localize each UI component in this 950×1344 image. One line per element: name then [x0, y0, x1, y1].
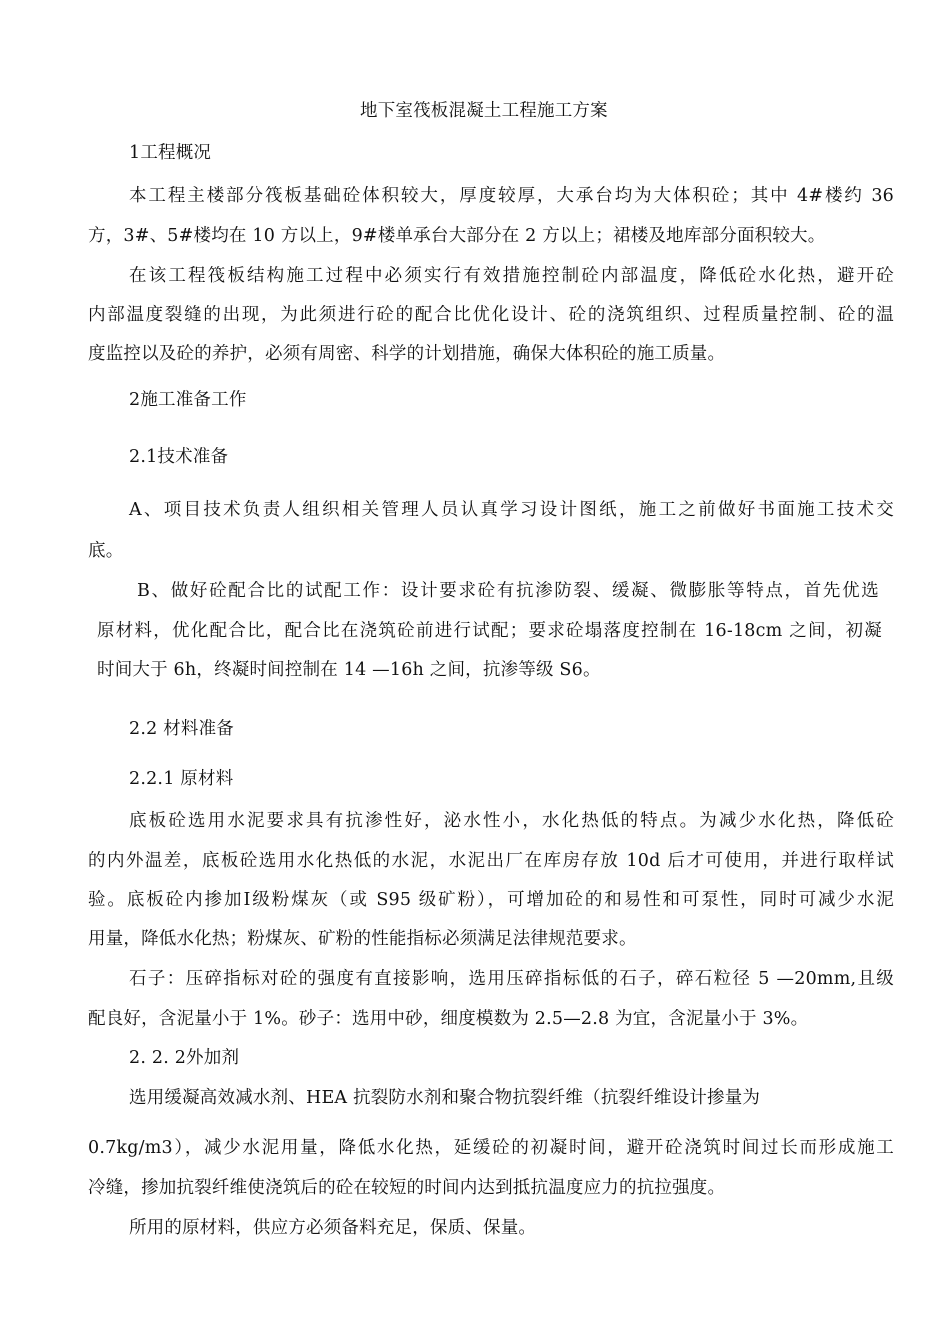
admixture-paragraph-2-line-2: 冷缝，掺加抗裂纤维使浇筑后的砼在较短的时间内达到抵抗温度应力的抗拉强度。 [88, 1178, 726, 1198]
raw-material-paragraph-line-1: 底板砼选用水泥要求具有抗渗性好，泌水性小，水化热低的特点。为减少水化热，降低砼 [129, 811, 894, 831]
section-2-2-2-heading: 2. 2. 2外加剂 [129, 1048, 240, 1068]
section-2-1-heading: 2.1技术准备 [129, 447, 229, 467]
section-1-paragraph-2-line-2: 内部温度裂缝的出现，为此须进行砼的配合比优化设计、砼的浇筑组织、过程质量控制、砼的温 [88, 305, 894, 325]
section-1-paragraph-1-line-1: 本工程主楼部分筏板基础砼体积较大，厚度较厚，大承台均为大体积砼；其中 4#楼约 36 [129, 186, 894, 206]
raw-material-paragraph-line-2: 的内外温差，底板砼选用水化热低的水泥，水泥出厂在库房存放 10d 后才可使用，并进行取样试 [88, 851, 894, 871]
aggregate-paragraph-line-1: 石子：压碎指标对砼的强度有直接影响，选用压碎指标低的石子，碎石粒径 5 —20mm,且级 [129, 969, 894, 989]
aggregate-paragraph-line-2: 配良好，含泥量小于 1%。砂子：选用中砂，细度模数为 2.5—2.8 为宜，含泥量小于 3%。 [88, 1009, 809, 1029]
paragraph-b-line-2: 原材料，优化配合比，配合比在浇筑砼前进行试配；要求砼塌落度控制在 16-18cm 之间，初凝 [97, 621, 882, 641]
section-1-paragraph-2-line-1: 在该工程筏板结构施工过程中必须实行有效措施控制砼内部温度，降低砼水化热，避开砼 [129, 266, 894, 286]
document-title: 地下室筏板混凝土工程施工方案 [360, 101, 608, 121]
section-2-2-1-heading: 2.2.1 原材料 [129, 769, 234, 789]
supply-paragraph: 所用的原材料，供应方必须备料充足，保质、保量。 [129, 1218, 537, 1238]
raw-material-paragraph-line-3: 验。底板砼内掺加Ⅰ级粉煤灰（或 S95 级矿粉），可增加砼的和易性和可泵性，同时可减少水泥 [88, 890, 894, 910]
paragraph-b-line-1: B、做好砼配合比的试配工作：设计要求砼有抗渗防裂、缓凝、微膨胀等特点，首先优选 [137, 581, 879, 601]
admixture-paragraph-2-line-1: 0.7kg/m3），减少水泥用量，降低水化热，延缓砼的初凝时间，避开砼浇筑时间过长而形成施工 [88, 1138, 894, 1158]
section-1-paragraph-2-line-3: 度监控以及砼的养护，必须有周密、科学的计划措施，确保大体积砼的施工质量。 [88, 344, 726, 364]
paragraph-b-line-3: 时间大于 6h，终凝时间控制在 14 —16h 之间，抗渗等级 S6。 [97, 660, 601, 680]
admixture-paragraph-line-1: 选用缓凝高效减水剂、HEA 抗裂防水剂和聚合物抗裂纤维（抗裂纤维设计掺量为 [129, 1088, 761, 1108]
section-1-paragraph-1-line-2: 方，3#、5#楼均在 10 方以上，9#楼单承台大部分在 2 方以上；裙楼及地库部分面积较大。 [88, 226, 826, 246]
section-1-heading: 1工程概况 [129, 143, 212, 163]
raw-material-paragraph-line-4: 用量，降低水化热；粉煤灰、矿粉的性能指标必须满足法律规范要求。 [88, 929, 637, 949]
paragraph-a-line-1: A、项目技术负责人组织相关管理人员认真学习设计图纸，施工之前做好书面施工技术交 [129, 500, 894, 520]
section-2-heading: 2施工准备工作 [129, 390, 247, 410]
section-2-2-heading: 2.2 材料准备 [129, 719, 234, 739]
paragraph-a-line-2: 底。 [88, 541, 124, 561]
